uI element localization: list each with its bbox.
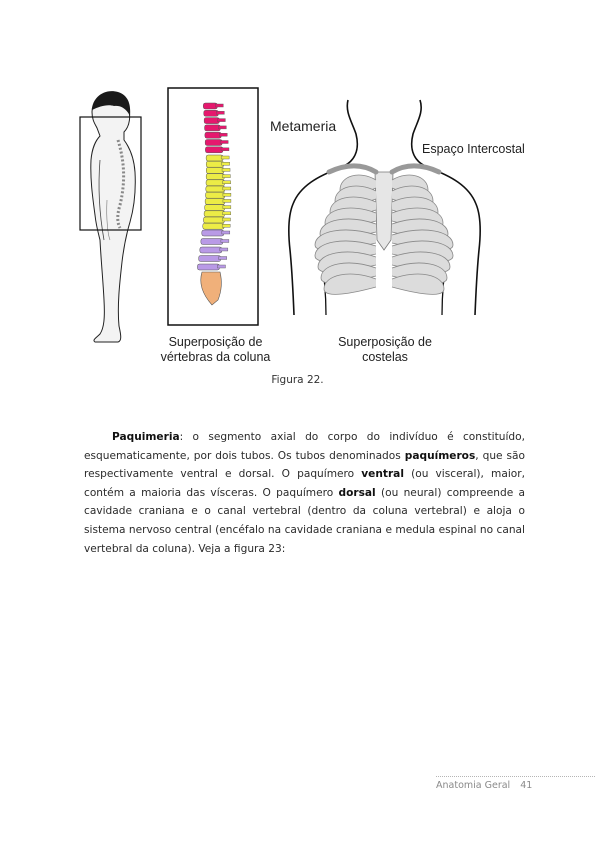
vertebra-process — [222, 224, 230, 227]
vertebra-process — [221, 148, 229, 151]
vertebra-process — [217, 119, 225, 122]
figure-caption: Figura 22. — [271, 374, 324, 386]
vertebra-process — [216, 111, 224, 114]
vertebra-process — [219, 257, 227, 260]
paragraph-text-4: (ou neural) compreende a cavidade craniana e o canal vertebral (dentro da coluna vertebral) e aloja o sistema nervoso central (encéfalo na cavidade craniana e medula espinal no canal vertebral da coluna). Veja a figura 23: — [84, 486, 525, 555]
vertebra-process — [223, 193, 231, 196]
label-ribs-line1: Superposição de — [338, 335, 432, 349]
label-ribs — [320, 335, 450, 365]
vertebra — [205, 147, 223, 153]
vertebra — [202, 230, 224, 236]
vertebra-process — [215, 104, 223, 107]
vertebra — [206, 192, 225, 198]
vertebra — [203, 217, 224, 223]
clavicle — [392, 166, 439, 172]
vertebra — [206, 174, 224, 180]
label-ribs-line2: costelas — [362, 350, 408, 364]
vertebra-process — [222, 168, 230, 171]
vertebra — [206, 161, 223, 167]
vertebra-process — [222, 231, 230, 234]
vertebra-process — [221, 156, 229, 159]
vertebra-process — [221, 240, 229, 243]
paragraph-text-3: (ou visceral), maior, contém a maioria das vísceras. O paquímero — [84, 468, 525, 499]
term-ventral: ventral — [361, 468, 404, 481]
vertebra — [204, 211, 225, 217]
vertebra-process — [223, 199, 231, 202]
vertebra — [205, 205, 225, 211]
paragraph-text-2: , que são respectivamente ventral e dorsal. O paquímero — [84, 449, 525, 481]
vertebra — [206, 155, 223, 161]
colored-vertebral-column — [197, 103, 230, 305]
vertebra-process — [222, 218, 230, 221]
vertebra-process — [218, 126, 226, 129]
vertebra — [205, 132, 221, 138]
term-dorsal: dorsal — [338, 486, 376, 499]
vertebra — [206, 186, 225, 192]
vertebra — [206, 180, 225, 186]
term-paquimeria: Paquimeria — [112, 431, 180, 443]
vertebra — [205, 140, 222, 146]
label-spine — [148, 335, 283, 365]
clavicle — [329, 166, 376, 172]
label-spine-line1: Superposição de — [168, 335, 263, 349]
page-footer — [436, 780, 532, 791]
paragraph-paquimeria — [84, 428, 525, 558]
vertebra — [200, 247, 222, 253]
label-metameria: Metameria — [270, 118, 337, 134]
vertebra-process — [220, 141, 228, 144]
paragraph-text-1: : o segmento axial do corpo do indivíduo é constituído, esquematicamente, por dois tubos. Os tubos denominados — [84, 431, 525, 462]
vertebra-process — [222, 162, 230, 165]
vertebra-process — [223, 187, 231, 190]
footer-title: Anatomia Geral — [436, 780, 511, 791]
page-number: 41 — [520, 780, 533, 791]
label-espaco-intercostal: Espaço Intercostal — [422, 142, 525, 156]
vertebra — [205, 125, 221, 131]
vertebra — [201, 239, 223, 245]
vertebra-process — [223, 181, 231, 184]
vertebra-process — [220, 248, 228, 251]
body-paragraph — [84, 428, 525, 558]
human-profile-figure — [91, 91, 135, 342]
sacrum — [201, 272, 222, 305]
sternum — [375, 172, 393, 250]
term-paquimeros: paquímeros — [404, 449, 476, 462]
vertebra — [206, 167, 224, 173]
vertebra — [197, 264, 219, 270]
vertebra-process — [219, 133, 227, 136]
vertebra-process — [222, 175, 230, 178]
vertebra — [199, 256, 221, 262]
label-spine-line2: vértebras da coluna — [160, 350, 271, 364]
vertebra-process — [223, 206, 231, 209]
footer-divider — [436, 776, 595, 777]
vertebra — [205, 198, 225, 204]
vertebra — [203, 223, 224, 229]
figure-22-illustration — [0, 0, 595, 380]
vertebra-process — [217, 265, 225, 268]
vertebra-process — [223, 212, 231, 215]
rib-cage — [315, 166, 453, 294]
vertebra — [204, 118, 219, 124]
